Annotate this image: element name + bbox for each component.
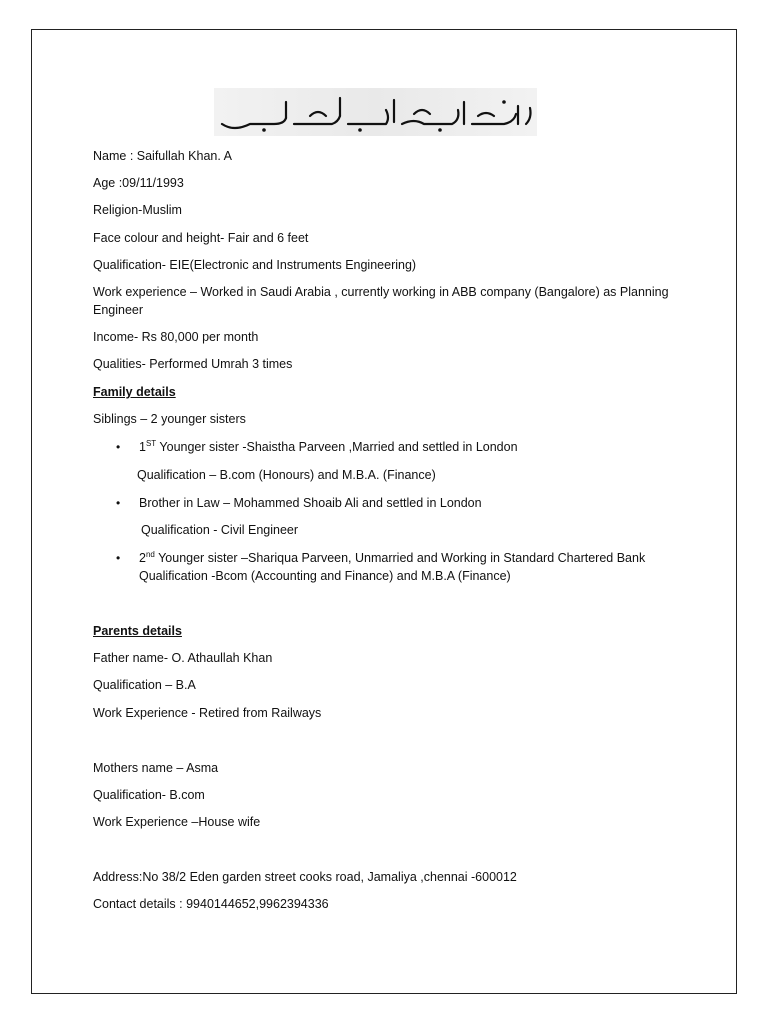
brother-in-law-line: Brother in Law – Mohammed Shoaib Ali and settled in London [139, 496, 482, 510]
bullet-marker: • [116, 496, 121, 510]
bullet-marker: • [116, 440, 121, 454]
family-details-heading: Family details [93, 385, 176, 399]
siblings-line: Siblings – 2 younger sisters [93, 412, 246, 426]
address-line: Address:No 38/2 Eden garden street cooks road, Jamaliya ,chennai -600012 [93, 870, 517, 884]
sister1-qualification-line: Qualification – B.com (Honours) and M.B.A. (Finance) [137, 468, 436, 482]
brother-in-law-qualification-line: Qualification - Civil Engineer [141, 523, 299, 537]
father-name-line: Father name- O. Athaullah Khan [93, 651, 273, 665]
father-work-line: Work Experience - Retired from Railways [93, 706, 322, 720]
qualities-line: Qualities- Performed Umrah 3 times [93, 357, 293, 371]
parents-details-heading: Parents details [93, 624, 182, 638]
income-line: Income- Rs 80,000 per month [93, 330, 259, 344]
sister1-line: 1ST Younger sister -Shaistha Parveen ,Married and settled in London [139, 439, 518, 454]
mother-work-line: Work Experience –House wife [93, 815, 261, 829]
qualification-line: Qualification- EIE(Electronic and Instruments Engineering) [93, 258, 417, 272]
sister2-qualification-line: Qualification -Bcom (Accounting and Finance) and M.B.A (Finance) [139, 569, 511, 583]
name-line: Name : Saifullah Khan. A [93, 149, 232, 163]
religion-line: Religion-Muslim [93, 203, 182, 217]
bullet-marker: • [116, 551, 121, 565]
mother-qualification-line: Qualification- B.com [93, 788, 205, 802]
bismillah-calligraphy-banner [214, 88, 537, 136]
father-qualification-line: Qualification – B.A [93, 678, 196, 692]
mother-name-line: Mothers name – Asma [93, 761, 219, 775]
work-experience-line: Work experience – Worked in Saudi Arabia , currently working in ABB company (Bangalore) as Planning Engineer [93, 285, 669, 317]
face-height-line: Face colour and height- Fair and 6 feet [93, 231, 309, 245]
bismillah-calligraphy-image [214, 88, 537, 136]
sister2-line: 2nd Younger sister –Shariqua Parveen, Unmarried and Working in Standard Chartered Bank [139, 550, 646, 565]
age-line: Age :09/11/1993 [93, 176, 184, 190]
contact-line: Contact details : 9940144652,9962394336 [93, 897, 329, 911]
